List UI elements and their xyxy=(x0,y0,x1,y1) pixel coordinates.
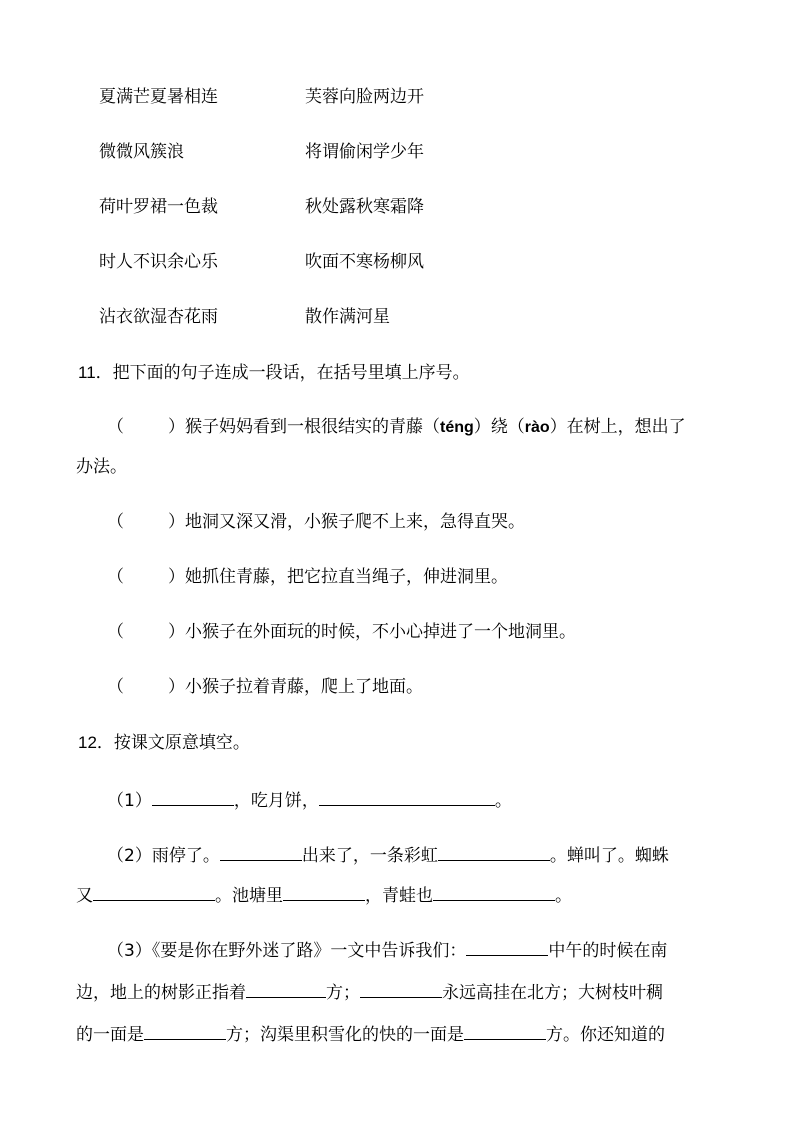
q11-item-2-close-paren: ） xyxy=(168,512,185,532)
poem-right-1: 芙蓉向脸两边开 xyxy=(305,87,424,107)
q12-part-1-blank-1[interactable] xyxy=(152,787,234,806)
poem-left-4: 时人不识余心乐 xyxy=(99,252,218,272)
q12-part-2-blank-4[interactable] xyxy=(283,882,365,901)
q12-part-3-t3: 边，地上的树影正指着 xyxy=(76,983,246,1003)
q11-item-3 xyxy=(107,566,508,588)
q12-part-1-blank-2[interactable] xyxy=(319,787,495,806)
q12-part-1-label: （1） xyxy=(107,791,152,811)
q12-part-2-blank-5[interactable] xyxy=(433,882,555,901)
q12-part-3-t8: 方。你还知道的 xyxy=(546,1025,665,1045)
q12-part-2-t7: 。 xyxy=(555,886,572,906)
poem-left-5: 沾衣欲湿杏花雨 xyxy=(99,307,218,327)
q11-item-4-open-paren: （ xyxy=(107,622,124,642)
q12-part-3-blank-5[interactable] xyxy=(464,1021,546,1040)
q12-part-1 xyxy=(107,787,512,812)
poem-right-2: 将谓偷闲学少年 xyxy=(305,142,424,162)
question-11-instruction: ．把下面的句子连成一段话，在括号里填上序号。 xyxy=(95,363,470,383)
q12-part-2-blank-3[interactable] xyxy=(93,882,215,901)
q12-part-3-blank-3[interactable] xyxy=(360,979,442,998)
q12-part-2-t4: 又 xyxy=(76,886,93,906)
q12-part-3-t6: 的一面是 xyxy=(76,1025,144,1045)
q11-item-3-text: 她抓住青藤，把它拉直当绳子，伸进洞里。 xyxy=(185,567,508,587)
question-12-number: 12 xyxy=(78,733,97,752)
q11-item-1-text-b: ）绕（ xyxy=(473,417,525,437)
q11-item-4-close-paren: ） xyxy=(168,622,185,642)
q11-item-2-text: 地洞又深又滑，小猴子爬不上来，急得直哭。 xyxy=(185,512,525,532)
poem-right-4: 吹面不寒杨柳风 xyxy=(305,252,424,272)
q11-item-5-text: 小猴子拉着青藤，爬上了地面。 xyxy=(185,677,423,697)
q12-part-3-t2: 中午的时候在南 xyxy=(548,941,668,961)
q12-part-1-mid: ，吃月饼， xyxy=(233,791,319,811)
poem-left-1: 夏满芒夏暑相连 xyxy=(99,87,218,107)
q11-item-4-text: 小猴子在外面玩的时候，不小心掉进了一个地洞里。 xyxy=(185,622,576,642)
q12-part-3-line-3 xyxy=(76,1021,665,1046)
q11-item-3-close-paren: ） xyxy=(168,567,185,587)
q11-item-5 xyxy=(107,676,423,698)
q12-part-3-t1: 《要是你在野外迷了路》一文中告诉我们： xyxy=(151,941,467,961)
q11-item-2-open-paren: （ xyxy=(107,512,124,532)
q11-item-5-open-paren: （ xyxy=(107,677,124,697)
q11-item-1-text-a: 猴子妈妈看到一根很结实的青藤（ xyxy=(185,417,440,437)
q11-item-5-close-paren: ） xyxy=(168,677,185,697)
q12-part-3-t4: 方； xyxy=(326,983,360,1003)
q12-part-3-line-1 xyxy=(107,937,667,962)
q11-item-3-open-paren: （ xyxy=(107,567,124,587)
q11-item-1-pinyin-rao: rào xyxy=(524,419,550,436)
q12-part-1-end: 。 xyxy=(494,791,512,811)
q11-item-4 xyxy=(107,621,576,643)
q12-part-2-blank-1[interactable] xyxy=(220,842,302,861)
q12-part-3-line-2 xyxy=(76,979,663,1004)
question-11-number: 11 xyxy=(78,363,96,382)
poem-left-3: 荷叶罗裙一色裁 xyxy=(99,197,218,217)
q12-part-2-t5: 。池塘里 xyxy=(215,886,283,906)
q12-part-2-t3: 。蝉叫了。蜘蛛 xyxy=(549,846,669,866)
q12-part-2-blank-2[interactable] xyxy=(438,842,550,861)
poem-right-5: 散作满河星 xyxy=(305,307,390,327)
q12-part-3-t5: 永远高挂在北方；大树枝叶稠 xyxy=(442,983,663,1003)
poem-left-2: 微微风簇浪 xyxy=(99,142,184,162)
question-12-title xyxy=(78,732,250,754)
q12-part-2-t2: 出来了，一条彩虹 xyxy=(301,846,438,866)
q12-part-3-t7: 方；沟渠里积雪化的快的一面是 xyxy=(226,1025,464,1045)
q11-item-1-close-paren: ） xyxy=(168,417,185,437)
q11-item-1-open-paren: （ xyxy=(107,417,124,437)
q12-part-3-blank-4[interactable] xyxy=(144,1021,226,1040)
q12-part-3-label: （3） xyxy=(107,941,152,961)
q12-part-2-line-2 xyxy=(76,882,572,907)
q12-part-2-t6: ，青蛙也 xyxy=(365,886,433,906)
question-11-title xyxy=(78,362,470,384)
q11-item-2 xyxy=(107,511,525,533)
q11-item-1-continuation: 办法。 xyxy=(76,457,127,477)
q12-part-2-t1: 雨停了。 xyxy=(151,846,220,866)
q11-item-1-pinyin-teng: téng xyxy=(440,419,474,436)
q12-part-2-line-1 xyxy=(107,842,669,867)
question-12-instruction: ．按课文原意填空。 xyxy=(96,733,250,753)
poem-right-3: 秋处露秋寒霜降 xyxy=(305,197,424,217)
q12-part-3-blank-1[interactable] xyxy=(466,937,548,956)
q11-item-1 xyxy=(107,416,686,439)
q12-part-2-label: （2） xyxy=(107,846,152,866)
q11-item-1-text-c: ）在树上，想出了 xyxy=(549,417,686,437)
q12-part-3-blank-2[interactable] xyxy=(246,979,326,998)
